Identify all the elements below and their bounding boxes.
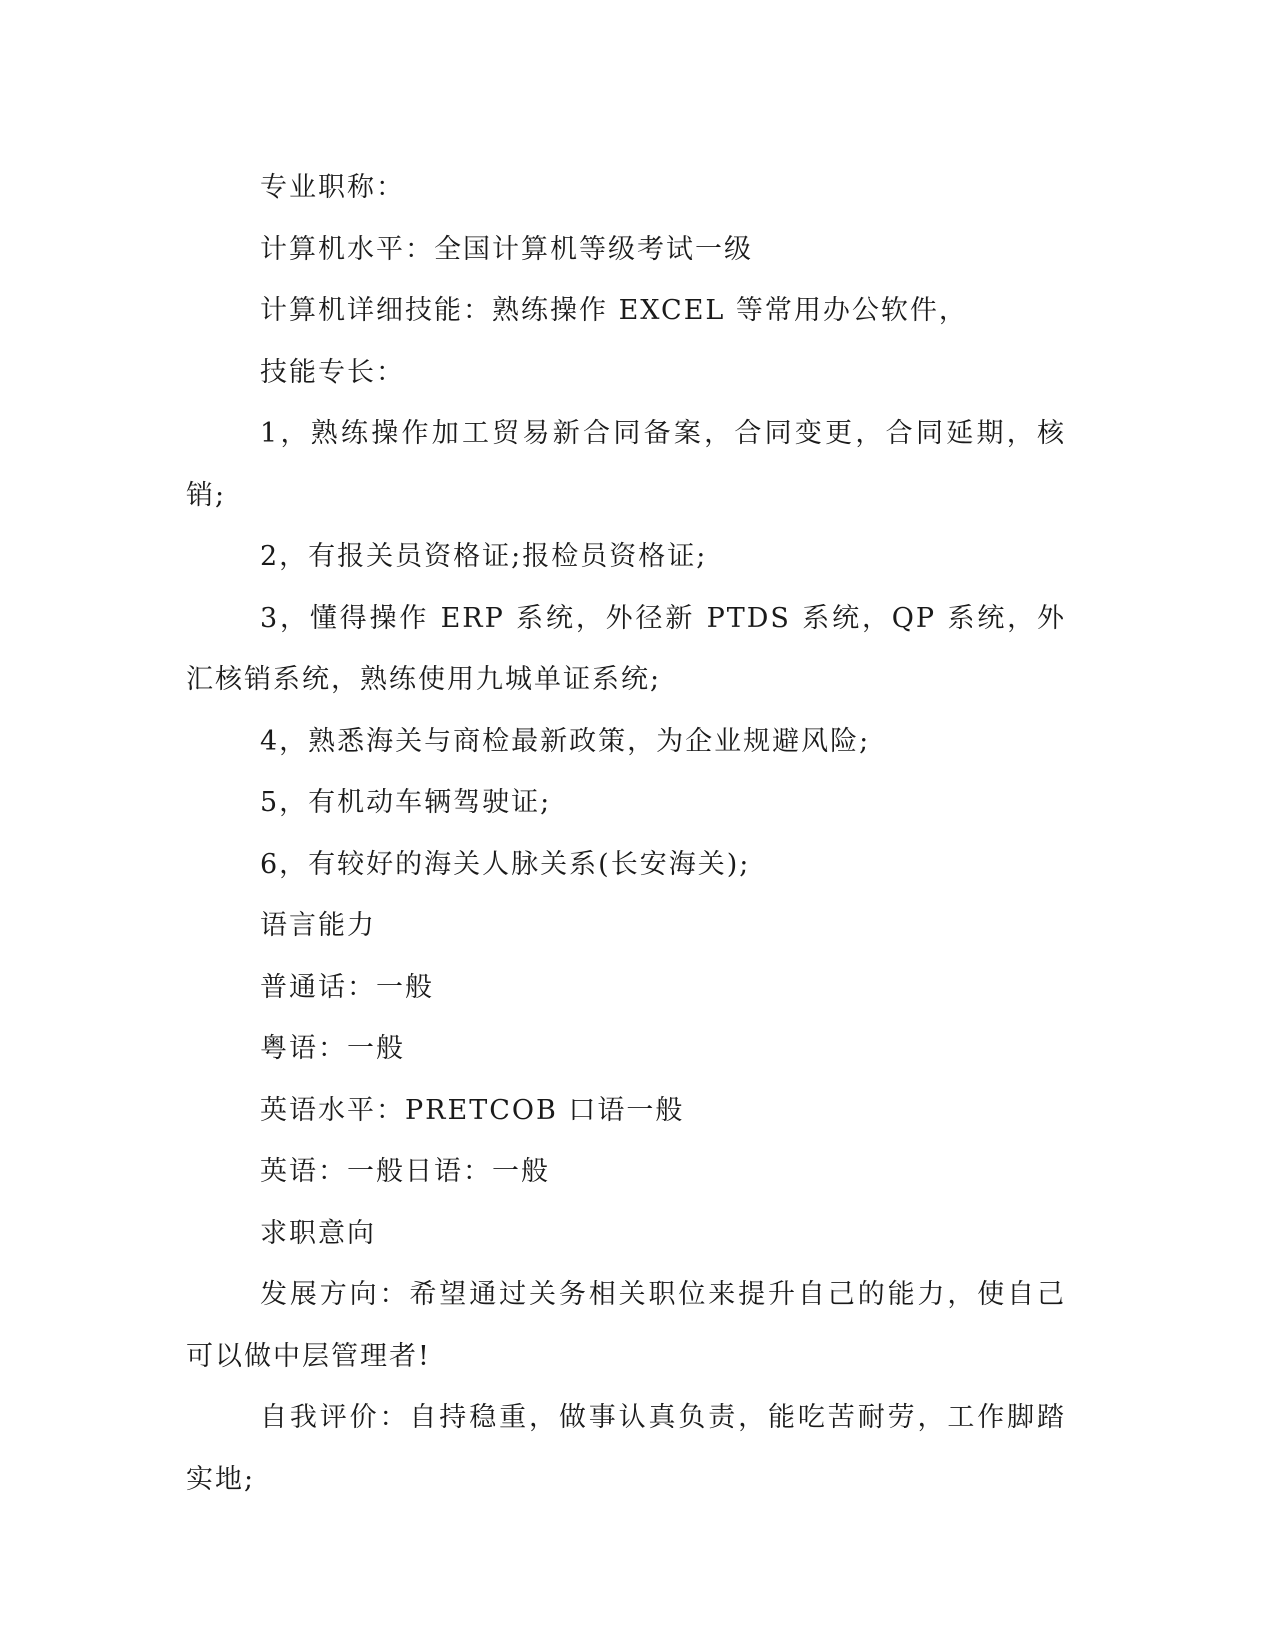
- paragraph-self-evaluation: 自我评价：自持稳重，做事认真负责，能吃苦耐劳，工作脚踏实地;: [186, 1402, 1066, 1495]
- paragraph-skill-2: 2，有报关员资格证;报检员资格证;: [260, 541, 708, 572]
- paragraph-career-direction: 发展方向：希望通过关务相关职位来提升自己的能力，使自己可以做中层管理者!: [186, 1279, 1066, 1372]
- paragraph-skill-1: 1，熟练操作加工贸易新合同备案，合同变更，合同延期，核销;: [186, 418, 1066, 511]
- paragraph-skill-6: 6，有较好的海关人脉关系(长安海关);: [260, 848, 751, 880]
- paragraph-professional-title: 专业职称：: [260, 172, 405, 203]
- paragraph-english-level: 英语水平：PRETCOB 口语一般: [260, 1094, 685, 1126]
- paragraph-job-intention-heading: 求职意向: [260, 1217, 376, 1249]
- paragraph-computer-level: 计算机水平：全国计算机等级考试一级: [260, 233, 753, 265]
- paragraph-cantonese: 粤语：一般: [260, 1033, 405, 1064]
- paragraph-mandarin: 普通话：一般: [260, 971, 434, 1003]
- paragraph-language-heading: 语言能力: [260, 910, 376, 941]
- paragraph-skill-3: 3，懂得操作 ERP 系统，外径新 PTDS 系统，QP 系统，外汇核销系统，熟练使用九城单证系统;: [186, 602, 1066, 695]
- paragraph-computer-skills: 计算机详细技能：熟练操作 EXCEL 等常用办公软件，: [260, 295, 968, 326]
- paragraph-english-japanese: 英语：一般日语：一般: [260, 1156, 550, 1187]
- paragraph-skill-4: 4，熟悉海关与商检最新政策，为企业规避风险;: [260, 725, 871, 757]
- paragraph-skill-5: 5，有机动车辆驾驶证;: [260, 787, 552, 818]
- document-body: [186, 157, 1066, 1510]
- paragraph-skills-heading: 技能专长：: [260, 356, 405, 388]
